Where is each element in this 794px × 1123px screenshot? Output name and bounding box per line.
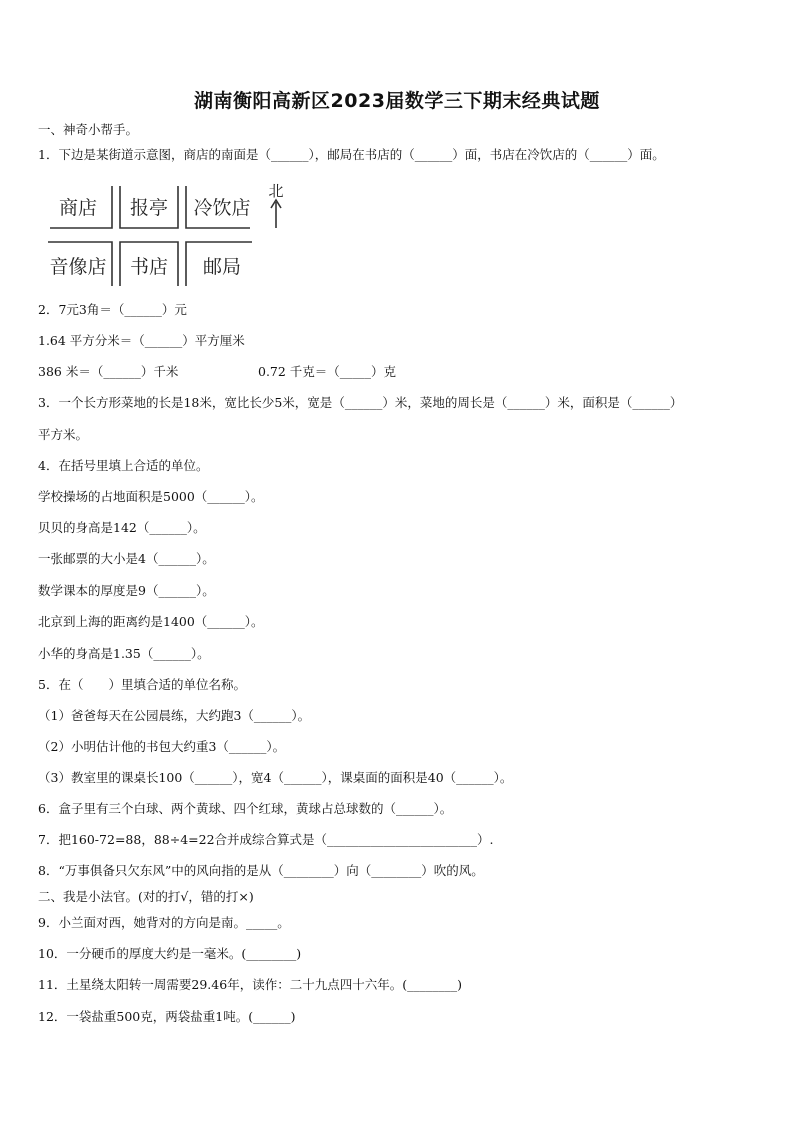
map-block-bottom-2: 书店 [129, 256, 169, 278]
question-4-item-4: 数学课本的厚度是9（______）。 [38, 583, 215, 598]
north-label: 北 [268, 182, 284, 200]
map-block-top-2: 报亭 [129, 197, 169, 219]
question-1: 1．下边是某街道示意图，商店的南面是（______），邮局在书店的（______）面，书店在冷饮店的（______）面。 [38, 147, 665, 162]
question-2a: 2．7元3角＝（______）元 [38, 302, 187, 317]
question-2b: 1.64 平方分米＝（______）平方厘米 [38, 333, 245, 348]
question-8: 8．“万事俱备只欠东风”中的风向指的是从（________）向（________）吹的风。 [38, 863, 484, 878]
question-2d: 0.72 千克＝（_____）克 [258, 364, 397, 379]
question-5-item-1: （1）爸爸每天在公园晨练，大约跑3（______）。 [38, 708, 311, 723]
question-7: 7．把160-72=88，88÷4=22合并成综合算式是（________________________）. [38, 832, 494, 847]
question-11: 11．土星绕太阳转一周需要29.46年，读作：二十九点四十六年。(________) [38, 977, 462, 992]
question-4-item-1: 学校操场的占地面积是5000（______）。 [38, 489, 264, 504]
map-block-top-3: 冷饮店 [193, 197, 251, 219]
map-block-top-1: 商店 [58, 197, 98, 219]
page-title: 湖南衡阳高新区2023届数学三下期末经典试题 [194, 90, 600, 112]
question-2c: 386 米＝（______）千米 [38, 364, 179, 379]
question-5-item-3: （3）教室里的课桌长100（______），宽4（______），课桌面的面积是40（______）。 [38, 770, 513, 785]
question-4-item-5: 北京到上海的距离约是1400（______）。 [38, 614, 264, 629]
question-6: 6．盒子里有三个白球、两个黄球、四个红球，黄球占总球数的（______）。 [38, 801, 453, 816]
question-3: 3．一个长方形菜地的长是18米，宽比长少5米，宽是（______）米，菜地的周长是（______）米，面积是（______） [38, 395, 683, 410]
question-4: 4．在括号里填上合适的单位。 [38, 458, 209, 473]
question-4-item-3: 一张邮票的大小是4（______）。 [38, 551, 215, 566]
question-3-continued: 平方米。 [38, 427, 89, 442]
map-block-bottom-1: 音像店 [49, 256, 107, 278]
street-map-diagram [44, 178, 294, 290]
section-heading-1: 一、神奇小帮手。 [38, 122, 139, 137]
question-5: 5．在（ ）里填合适的单位名称。 [38, 677, 246, 692]
section-heading-2: 二、我是小法官。(对的打√，错的打×) [38, 889, 254, 904]
question-4-item-2: 贝贝的身高是142（______）。 [38, 520, 206, 535]
question-12: 12．一袋盐重500克，两袋盐重1吨。(______) [38, 1009, 296, 1024]
question-5-item-2: （2）小明估计他的书包大约重3（______）。 [38, 739, 286, 754]
question-10: 10．一分硬币的厚度大约是一毫米。(________) [38, 946, 302, 961]
question-9: 9．小兰面对西，她背对的方向是南。_____。 [38, 915, 290, 930]
map-block-bottom-3: 邮局 [202, 256, 242, 278]
question-4-item-6: 小华的身高是1.35（______）。 [38, 646, 210, 661]
